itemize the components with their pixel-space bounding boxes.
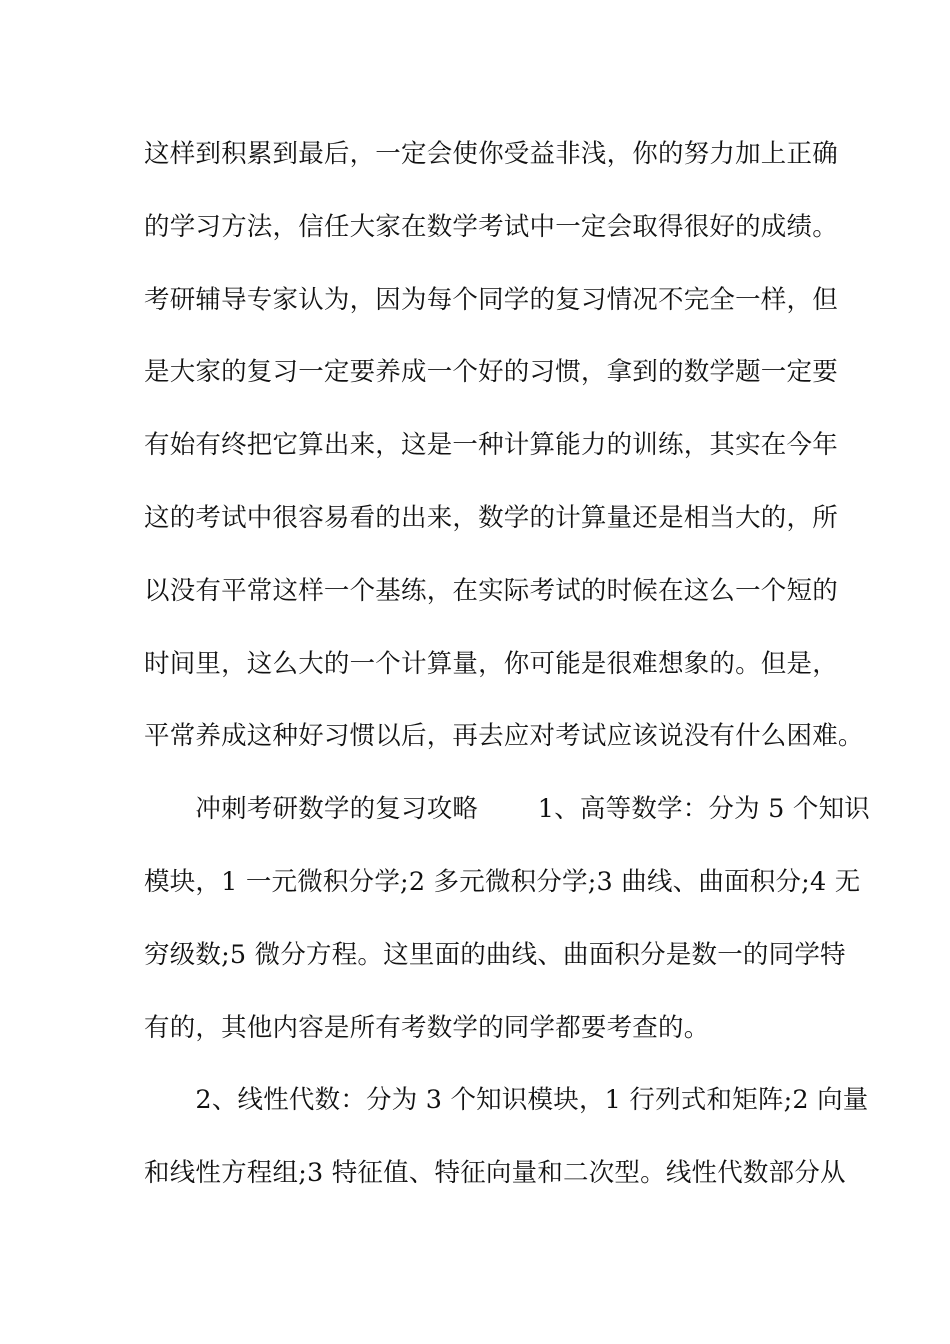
- text-line: 模块，1 一元微积分学;2 多元微积分学;3 曲线、曲面积分;4 无: [144, 866, 861, 897]
- text-line: 这的考试中很容易看的出来，数学的计算量还是相当大的，所: [144, 502, 838, 533]
- text-line: 时间里，这么大的一个计算量，你可能是很难想象的。但是，: [144, 648, 838, 679]
- text-line: 有的，其他内容是所有考数学的同学都要考查的。: [144, 1012, 710, 1043]
- text-line: 2、线性代数：分为 3 个知识模块，1 行列式和矩阵;2 向量: [144, 1085, 869, 1116]
- text-line: 有始有终把它算出来，这是一种计算能力的训练，其实在今年: [144, 430, 838, 461]
- text-line: 和线性方程组;3 特征值、特征向量和二次型。线性代数部分从: [144, 1158, 846, 1189]
- text-line: 穷级数;5 微分方程。这里面的曲线、曲面积分是数一的同学特: [144, 939, 846, 970]
- text-line: 的学习方法，信任大家在数学考试中一定会取得很好的成绩。: [144, 211, 838, 242]
- text-line: 是大家的复习一定要养成一个好的习惯，拿到的数学题一定要: [144, 357, 838, 388]
- body-text: [144, 128, 870, 1220]
- text-line: 平常养成这种好习惯以后，再去应对考试应该说没有什么困难。: [144, 721, 864, 752]
- text-line: 冲刺考研数学的复习攻略 1、高等数学：分为 5 个知识: [144, 794, 870, 825]
- text-line: 考研辅导专家认为，因为每个同学的复习情况不完全一样，但: [144, 284, 838, 315]
- text-line: 这样到积累到最后，一定会使你受益非浅，你的努力加上正确: [144, 139, 838, 169]
- text-line: 以没有平常这样一个基练，在实际考试的时候在这么一个短的: [144, 575, 838, 606]
